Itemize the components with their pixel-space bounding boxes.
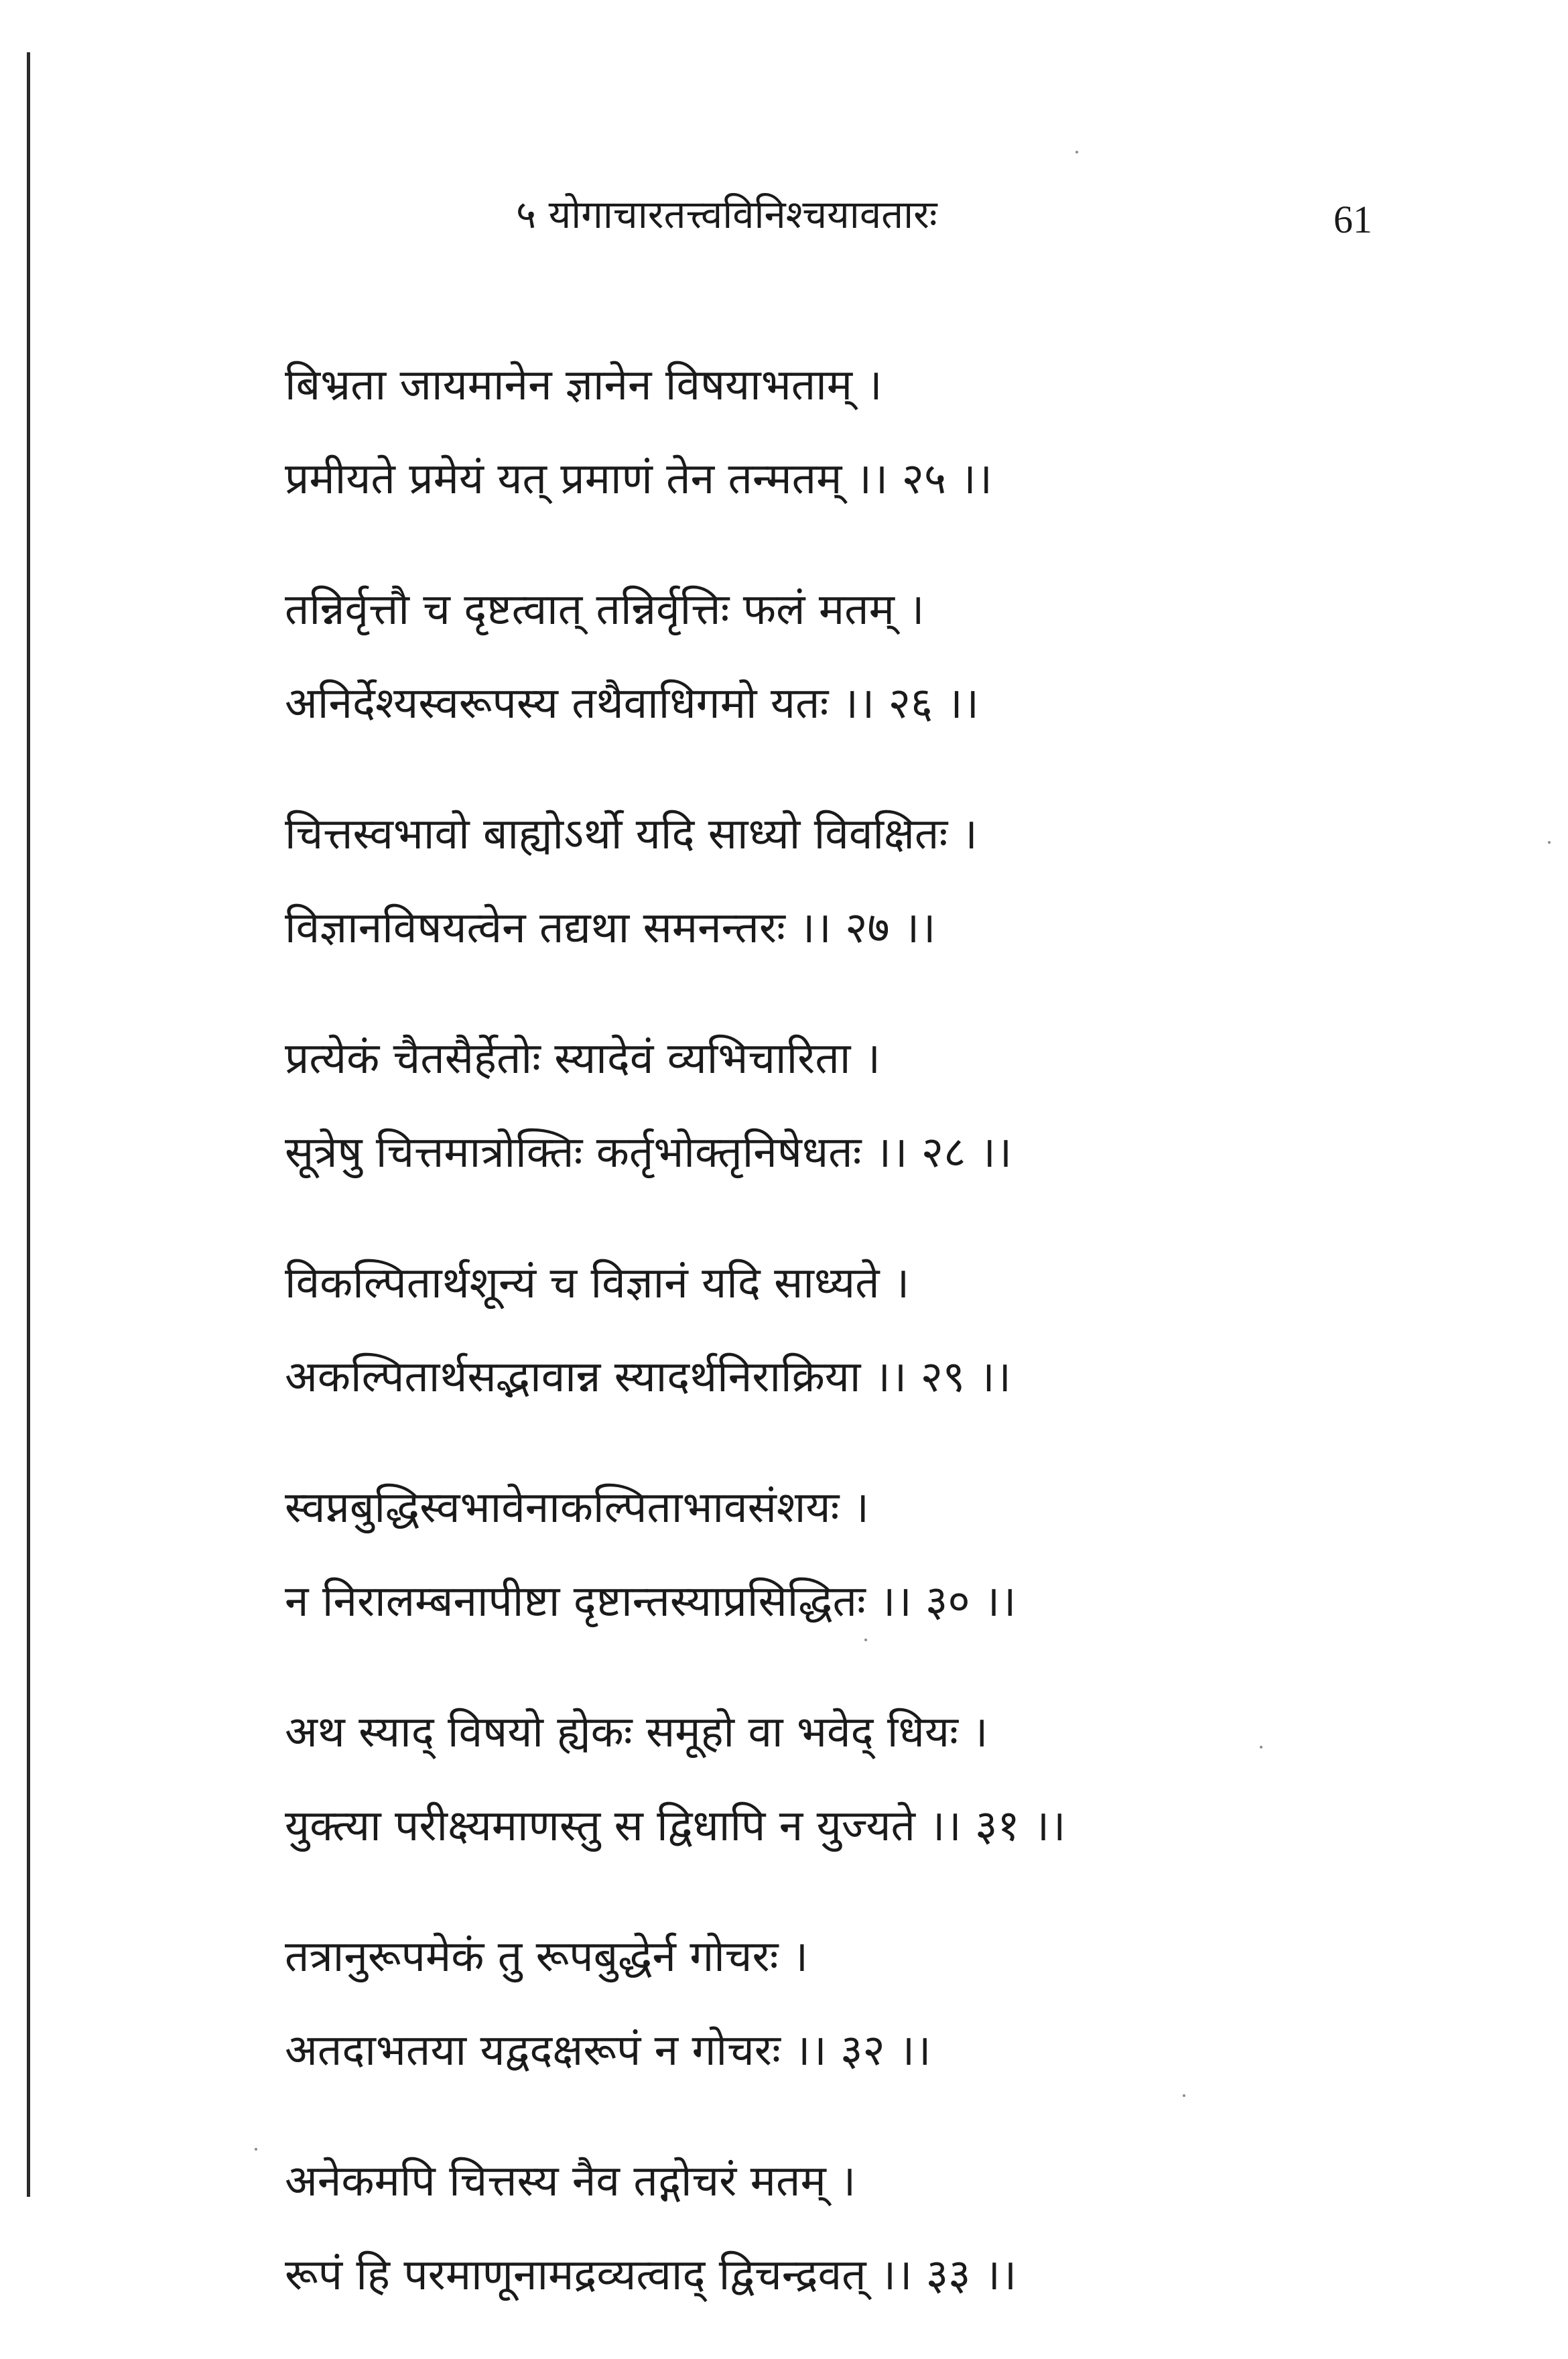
verse-line: अकल्पितार्थसद्भावान्न स्यादर्थनिराक्रिया ।। २९ ।। [285,1352,1012,1402]
scan-speck [1260,1746,1262,1748]
verse-33 [285,2134,1504,2322]
verse-line: अनेकमपि चित्तस्य नैव तद्गोचरं मतम् । [285,2157,856,2206]
verse-line: तत्रानुरूपमेकं तु रूपबुद्धेर्न गोचरः । [285,1932,809,1982]
verse-line: अनिर्देश्यस्वरूपस्य तथैवाधिगमो यतः ।। २६ ।। [285,679,980,728]
scan-speck [255,2148,257,2151]
verse-29 [285,1236,1504,1424]
verse-line: स्वप्नबुद्धिस्वभावेनाकल्पिताभावसंशयः । [285,1483,870,1533]
verse-line: तन्निर्वृत्तौ च दृष्टत्वात् तन्निर्वृत्तिः फलं मतम् । [285,585,925,635]
running-title: ५ योगाचारतत्त्वविनिश्चयावतारः [516,192,937,237]
verse-list [285,338,1504,2359]
verse-line: विकल्पितार्थशून्यं च विज्ञानं यदि साध्यते । [285,1259,910,1308]
verse-line: अतदाभतया यद्वदक्षरूपं न गोचरः ।। ३२ ।। [285,2026,931,2076]
verse-30 [285,1461,1504,1649]
verse-27 [285,787,1504,975]
verse-line: न निरालम्बनापीष्टा दृष्टान्तस्याप्रसिद्धितः ।। ३० ।। [285,1577,1017,1627]
verse-28 [285,1012,1504,1200]
verse-line: बिभ्रता जायमानेन ज्ञानेन विषयाभताम् । [285,361,883,410]
verse-line: अथ स्याद् विषयो ह्येकः समूहो वा भवेद् धियः । [285,1708,988,1757]
verse-line: रूपं हि परमाणूनामद्रव्यत्वाद् द्विचन्द्रवत् ।। ३३ ।। [285,2250,1017,2300]
page-header [0,181,1568,261]
page-margin-rule [27,52,30,2197]
verse-line: चित्तस्वभावो बाह्योऽर्थो यदि साध्यो विवक्षितः । [285,810,978,859]
scan-speck [1075,151,1078,153]
verse-25 [285,338,1504,526]
verse-line: युक्त्या परीक्ष्यमाणस्तु स द्विधापि न युज्यते ।। ३१ ।। [285,1801,1066,1851]
verse-line: प्रमीयते प्रमेयं यत् प्रमाणं तेन तन्मतम् ।। २५ ।। [285,454,992,504]
verse-line: सूत्रेषु चित्तमात्रोक्तिः कर्तृभोक्तृनिषेधतः ।। २८ ।। [285,1128,1012,1177]
page-number: 61 [1333,198,1372,241]
scan-speck [1183,2094,1185,2097]
scan-speck [1548,841,1551,844]
verse-line: प्रत्येकं चैतसैर्हेतोः स्यादेवं व्यभिचारिता । [285,1034,880,1084]
verse-26 [285,563,1504,751]
verse-line: विज्ञानविषयत्वेन तद्यथा समनन्तरः ।। २७ ।। [285,903,936,953]
verse-32 [285,1910,1504,2098]
verse-31 [285,1685,1504,1873]
scan-speck [864,1639,867,1641]
